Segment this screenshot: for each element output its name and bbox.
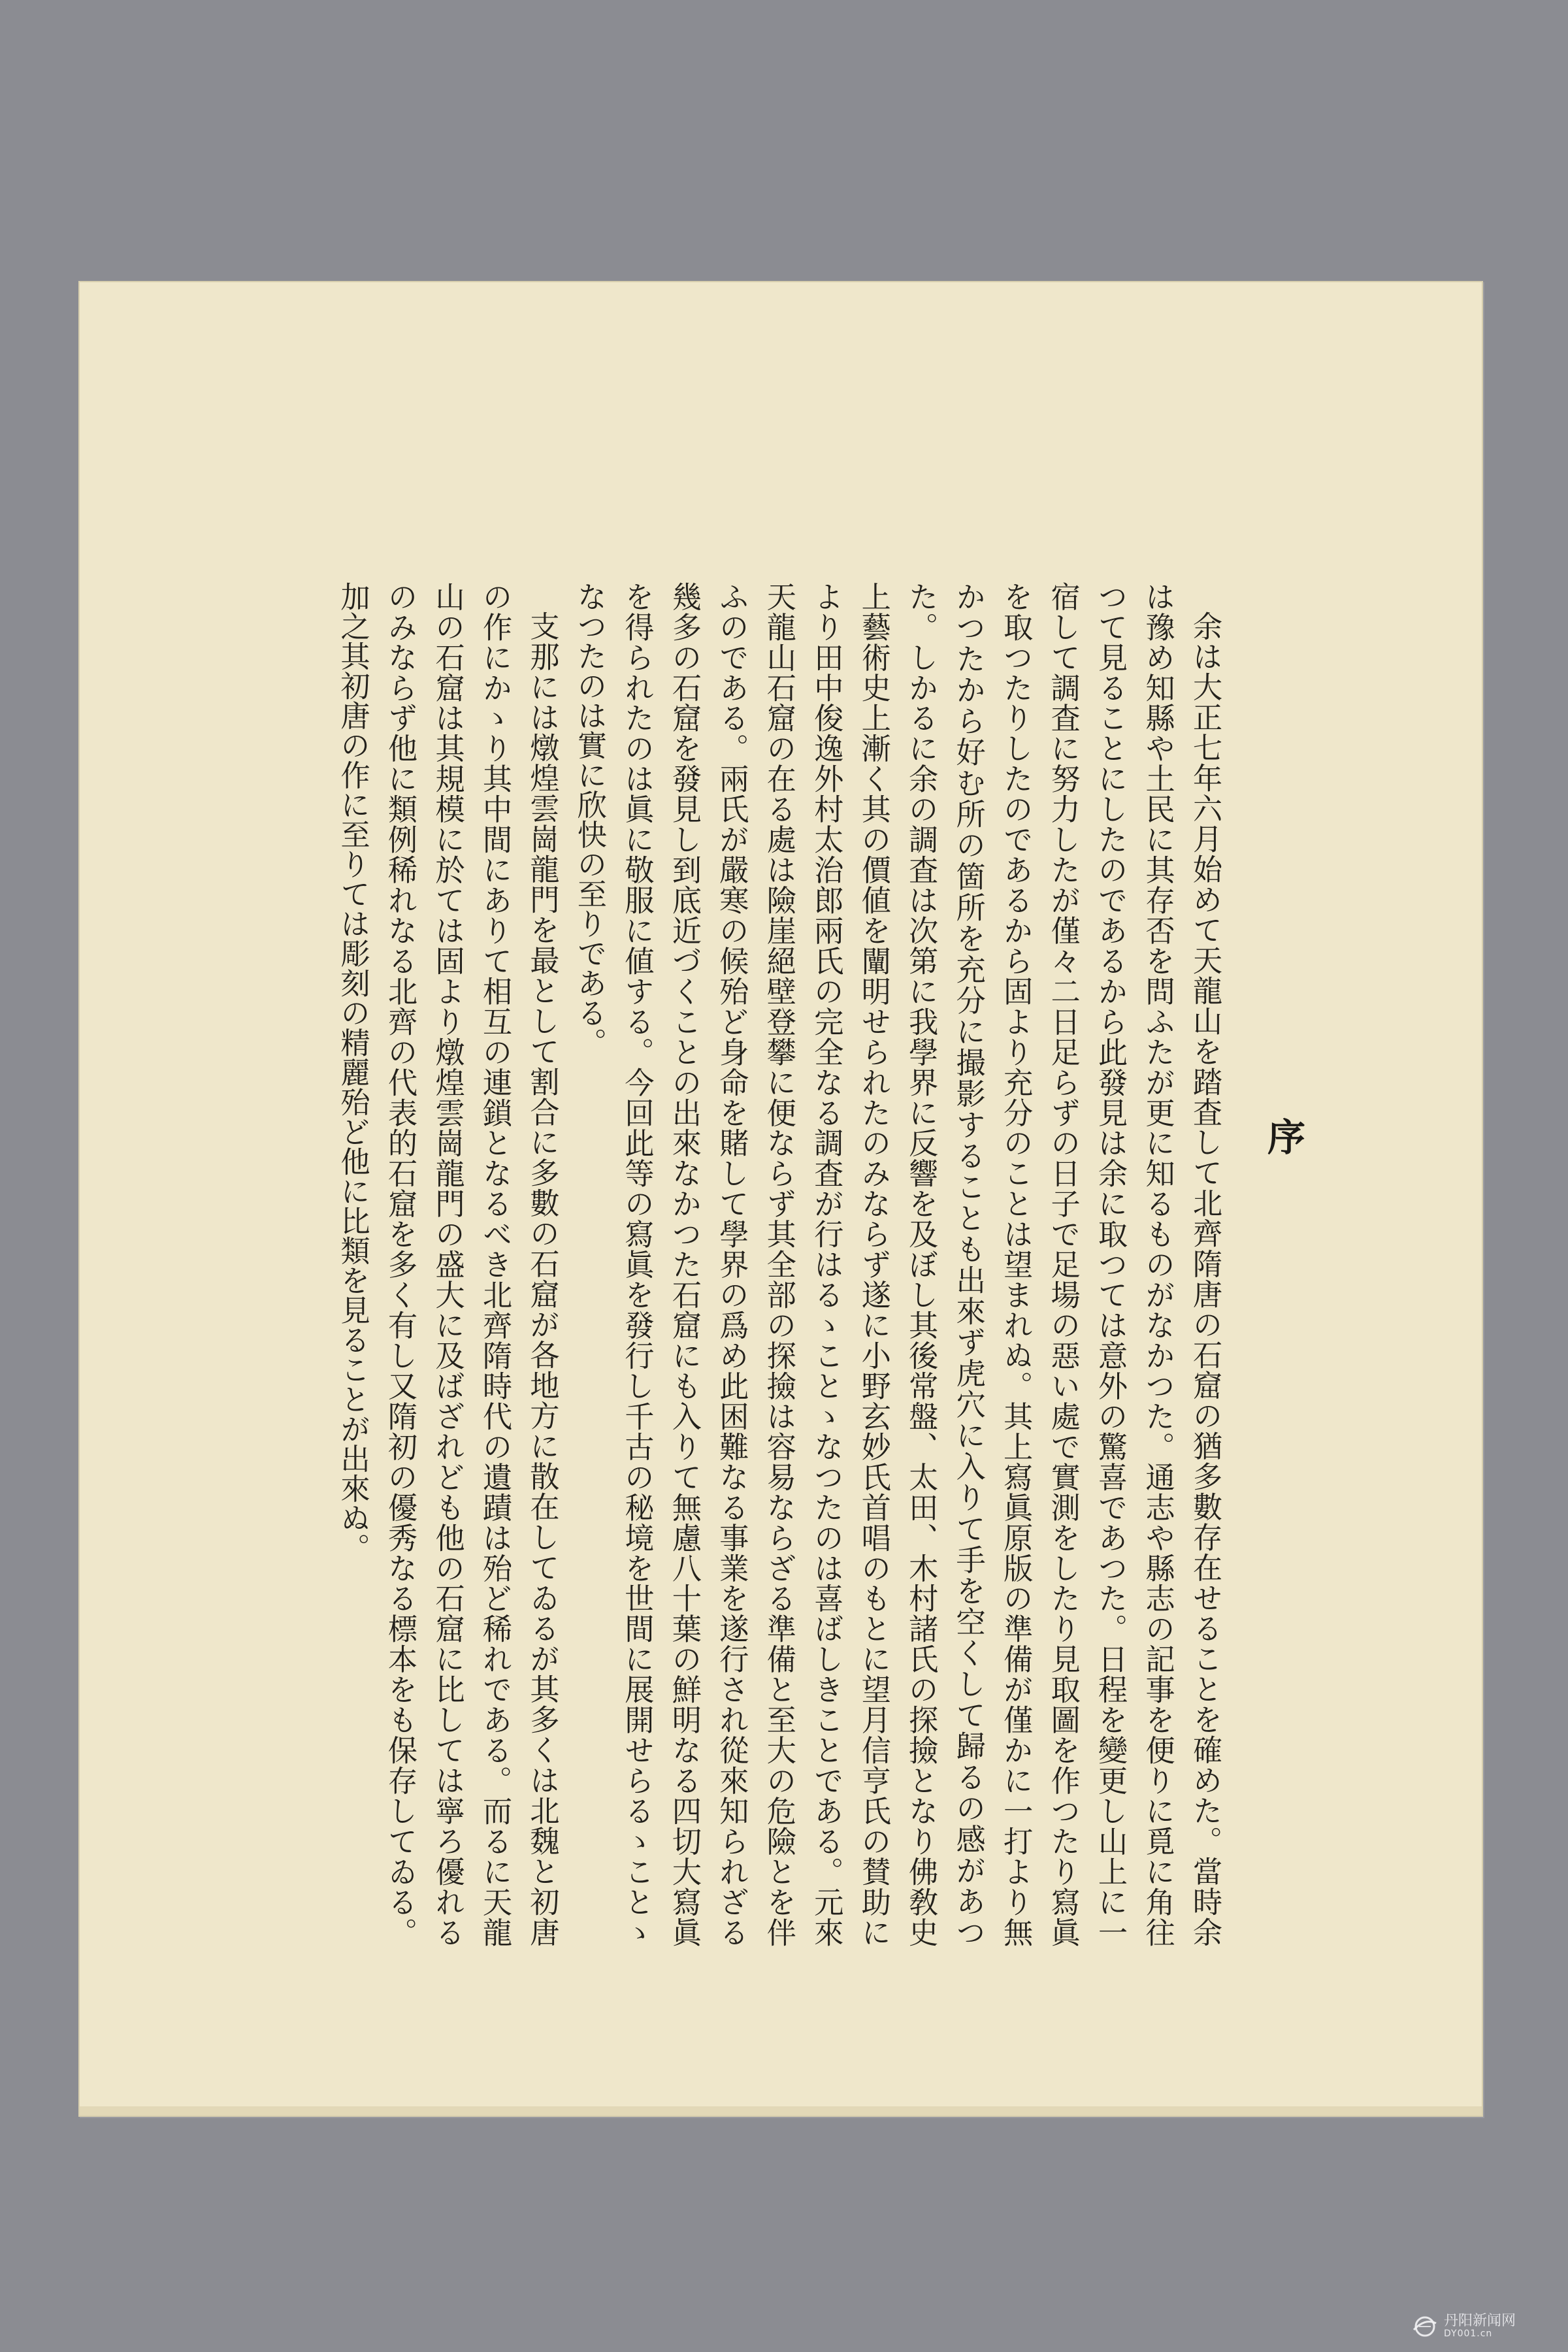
globe-logo-icon bbox=[1411, 2313, 1439, 2340]
watermark bbox=[1411, 2311, 1516, 2342]
page-title: 序 bbox=[1267, 1115, 1305, 1160]
body-text bbox=[329, 581, 1228, 1947]
watermark-site-name: 丹阳新闻网 bbox=[1444, 2313, 1516, 2330]
paragraph-2: 支那には燉煌雲崗龍門を最として割合に多數の石窟が各地方に散在してゐるが其多くは北魏と初唐の作にかゝり其中間にありて相互の連鎖となるべき北齊隋時代の遺蹟は殆ど稀れである。而るに天龍山の石窟は其規模に於ては固より燉煌雲崗龍門の盛大に及ばざれども他の石窟に比しては寧ろ優れるのみならず他に類例稀れなる北齊の代表的石窟を多く有し又隋初の優秀なる標本をも保存してゐる。加之其初唐の作に至りては彫刻の精麗殆ど他に比類を見ることが出來ぬ。 bbox=[335, 581, 560, 1947]
watermark-text bbox=[1444, 2313, 1516, 2340]
page-bottom-edge bbox=[80, 2106, 1482, 2115]
paragraph-1: 余は大正七年六月始めて天龍山を踏査して北齊隋唐の石窟の猶多數存在せることを確めた。當時余は豫め知縣や土民に其存否を問ふたが更に知るものがなかつた。通志や縣志の記事を便りに覓に角往つて見ることにしたのであるから此發見は余に取つては意外の驚喜であつた。日程を變更し山上に一宿して調査に努力したが僅々二日足らずの日子で足場の惡い處で實測をしたり見取圖を作つたり寫眞を取つたりしたのであるから固より充分のことは望まれぬ。其上寫眞原版の準備が僅かに一打より無かつたから好む所の箇所を充分に撮影することも出來ず虎穴に入りて手を空くして歸るの感があつた。しかるに余の調査は次第に我學界に反響を及ぼし其後常盤、太田、木村諸氏の探撿となり佛敎史上藝術史上漸く其の價値を闡明せられたのみならず遂に小野玄妙氏首唱のもとに望月信亨氏の賛助により田中俊逸外村太治郎兩氏の完全なる調査が行はるゝことゝなつたのは喜ばしきことである。元來天龍山石窟の在る處は險崖絕壁登攀に便ならず其全部の探撿は容易ならざる準備と至大の危險とを伴ふのである。兩氏が嚴寒の候殆ど身命を賭して學界の爲め此困難なる事業を遂行され從來知られざる幾多の石窟を發見し到底近づくことの出來なかつた石窟にも入りて無慮八十葉の鮮明なる四切大寫眞を得られたのは眞に敬服に値する。今回此等の寫眞を發行し千古の秘境を世間に展開せらるゝことゝなつたのは實に欣快の至りである。 bbox=[572, 581, 1222, 1947]
watermark-domain: DY001.cn bbox=[1444, 2328, 1493, 2340]
